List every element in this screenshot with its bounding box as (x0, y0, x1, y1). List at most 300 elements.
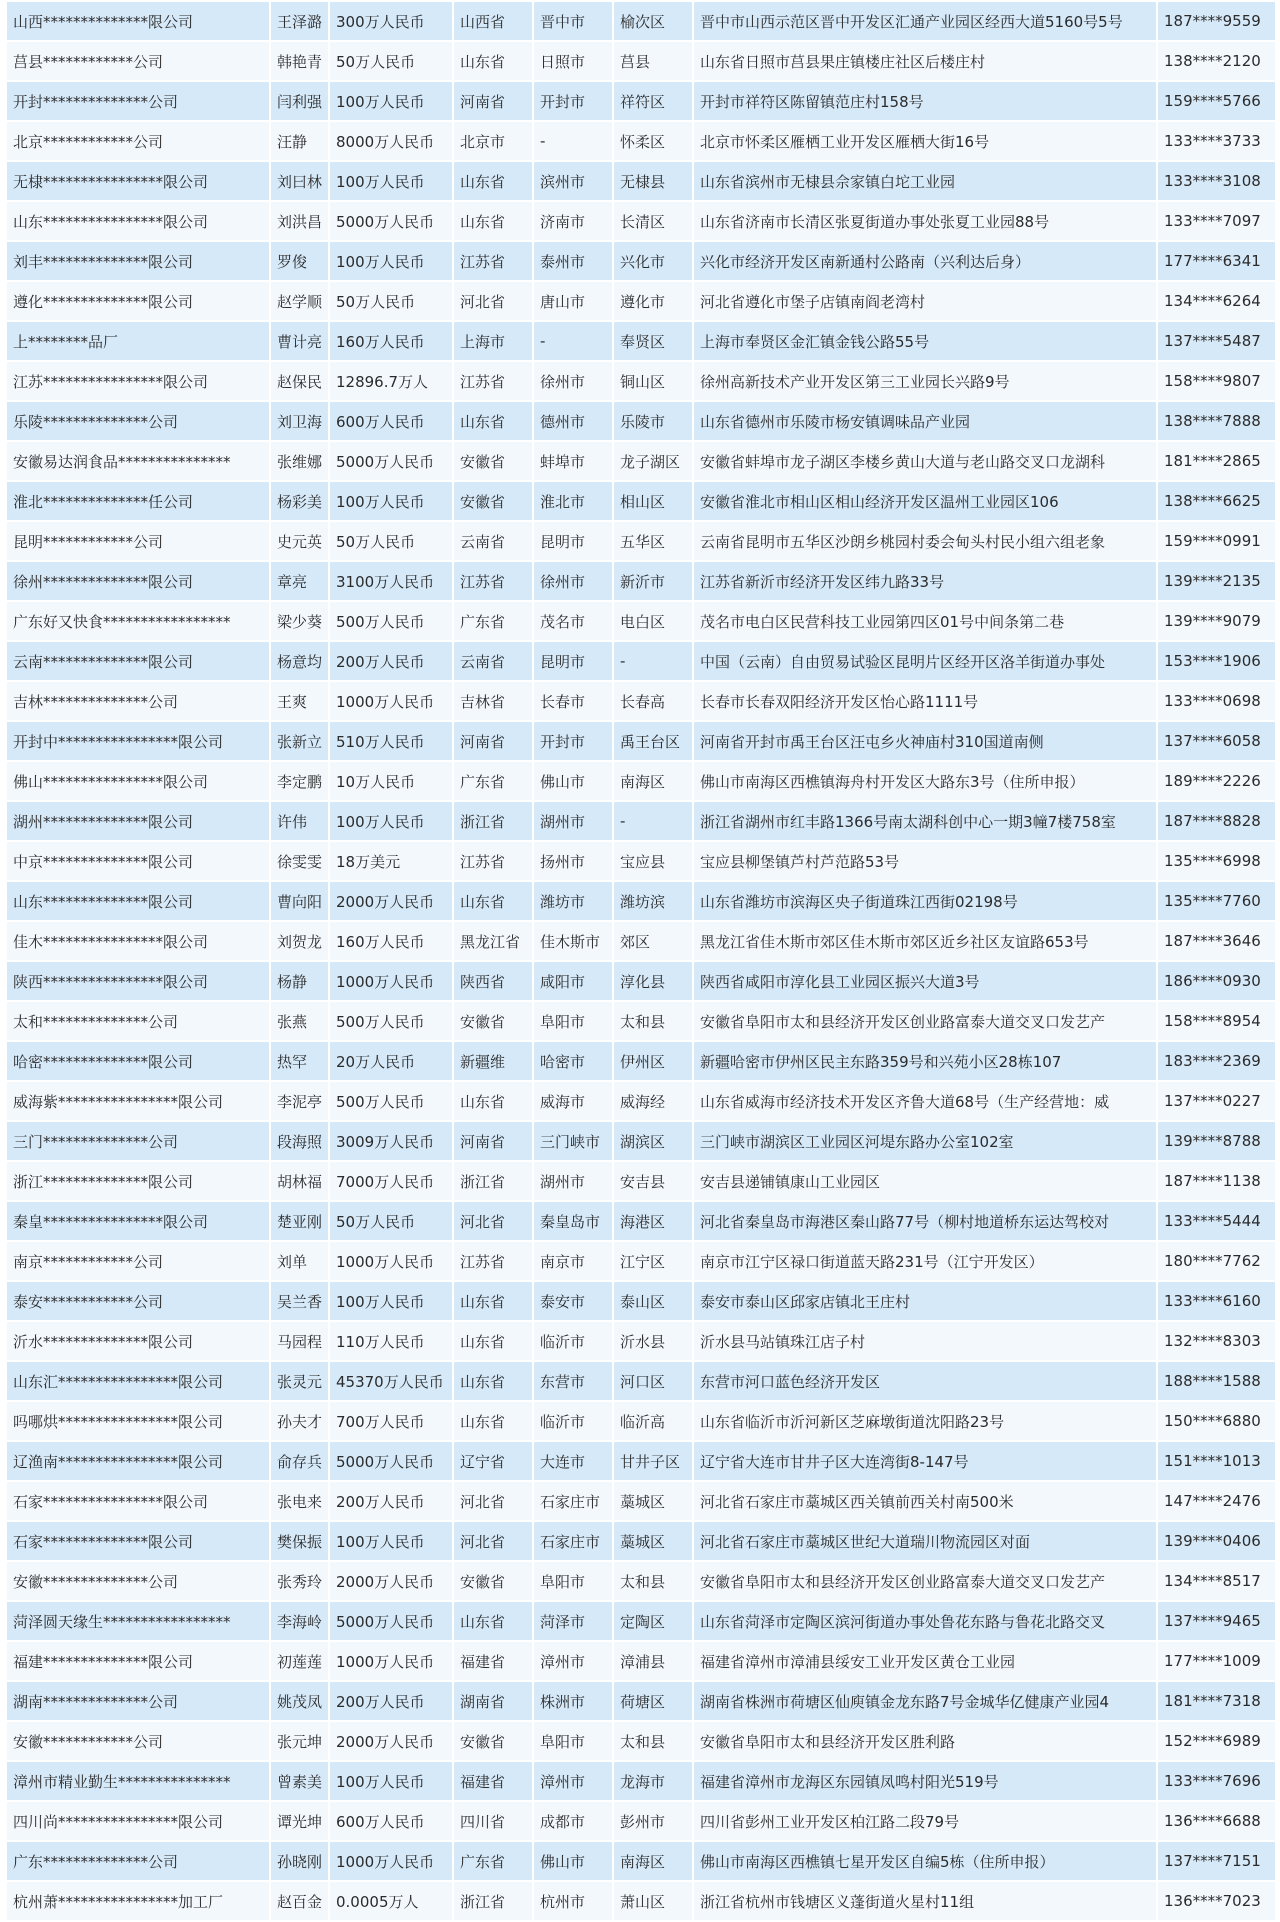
cell-province: 云南省 (454, 642, 532, 680)
cell-province: 广东省 (454, 762, 532, 800)
cell-city: 扬州市 (534, 842, 612, 880)
cell-district: 龙海市 (614, 1762, 692, 1800)
cell-province: 山东省 (454, 162, 532, 200)
cell-phone: 181****2865 (1158, 442, 1275, 480)
cell-person: 吴兰香 (271, 1282, 328, 1320)
cell-company: 菏泽圆天缘生***************** (7, 1602, 269, 1640)
table-row (7, 1642, 1275, 1680)
cell-city: 杭州市 (534, 1882, 612, 1920)
cell-city: - (534, 322, 612, 360)
cell-capital: 2000万人民币 (330, 1722, 452, 1760)
cell-city: 泰州市 (534, 242, 612, 280)
cell-person: 俞存兵 (271, 1442, 328, 1480)
cell-capital: 2000万人民币 (330, 1562, 452, 1600)
cell-address: 河北省石家庄市藁城区世纪大道瑞川物流园区对面 (694, 1522, 1156, 1560)
cell-city: 湖州市 (534, 1162, 612, 1200)
cell-company: 四川尚****************限公司 (7, 1802, 269, 1840)
cell-address: 山东省滨州市无棣县佘家镇白坨工业园 (694, 162, 1156, 200)
cell-company: 广东**************公司 (7, 1842, 269, 1880)
cell-person: 赵保民 (271, 362, 328, 400)
cell-phone: 139****0406 (1158, 1522, 1275, 1560)
cell-city: 成都市 (534, 1802, 612, 1840)
cell-city: 威海市 (534, 1082, 612, 1120)
cell-district: 定陶区 (614, 1602, 692, 1640)
cell-company: 辽渔南****************限公司 (7, 1442, 269, 1480)
cell-person: 刘贺龙 (271, 922, 328, 960)
cell-phone: 135****7760 (1158, 882, 1275, 920)
cell-capital: 5000万人民币 (330, 1602, 452, 1640)
cell-capital: 1000万人民币 (330, 682, 452, 720)
cell-capital: 100万人民币 (330, 1282, 452, 1320)
cell-capital: 200万人民币 (330, 642, 452, 680)
cell-address: 开封市祥符区陈留镇范庄村158号 (694, 82, 1156, 120)
cell-address: 山东省日照市莒县果庄镇楼庄社区后楼庄村 (694, 42, 1156, 80)
cell-province: 辽宁省 (454, 1442, 532, 1480)
cell-person: 张新立 (271, 722, 328, 760)
table-row (7, 402, 1275, 440)
table-row (7, 1082, 1275, 1120)
cell-province: 山东省 (454, 202, 532, 240)
cell-capital: 5000万人民币 (330, 1442, 452, 1480)
table-row (7, 1762, 1275, 1800)
cell-district: 长春高 (614, 682, 692, 720)
cell-district: - (614, 642, 692, 680)
cell-company: 石家**************限公司 (7, 1522, 269, 1560)
cell-person: 热罕 (271, 1042, 328, 1080)
cell-city: 昆明市 (534, 642, 612, 680)
cell-district: 太和县 (614, 1722, 692, 1760)
cell-address: 河北省遵化市堡子店镇南阎老湾村 (694, 282, 1156, 320)
table-row (7, 322, 1275, 360)
cell-person: 徐雯雯 (271, 842, 328, 880)
cell-phone: 180****7762 (1158, 1242, 1275, 1280)
cell-person: 胡林福 (271, 1162, 328, 1200)
cell-company: 吉林**************公司 (7, 682, 269, 720)
cell-capital: 1000万人民币 (330, 1242, 452, 1280)
cell-person: 王泽潞 (271, 2, 328, 40)
cell-address: 浙江省杭州市钱塘区义蓬街道火星村11组 (694, 1882, 1156, 1920)
cell-address: 中国（云南）自由贸易试验区昆明片区经开区洛羊街道办事处 (694, 642, 1156, 680)
cell-phone: 136****6688 (1158, 1802, 1275, 1840)
cell-phone: 152****6989 (1158, 1722, 1275, 1760)
cell-person: 史元英 (271, 522, 328, 560)
cell-district: 乐陵市 (614, 402, 692, 440)
cell-city: 徐州市 (534, 562, 612, 600)
cell-city: 晋中市 (534, 2, 612, 40)
cell-person: 曹向阳 (271, 882, 328, 920)
cell-phone: 136****7023 (1158, 1882, 1275, 1920)
cell-city: 日照市 (534, 42, 612, 80)
cell-district: 甘井子区 (614, 1442, 692, 1480)
cell-city: 南京市 (534, 1242, 612, 1280)
cell-capital: 100万人民币 (330, 82, 452, 120)
cell-person: 杨彩美 (271, 482, 328, 520)
cell-address: 安徽省阜阳市太和县经济开发区创业路富泰大道交叉口发艺产 (694, 1562, 1156, 1600)
cell-phone: 187****8828 (1158, 802, 1275, 840)
cell-province: 安徽省 (454, 1002, 532, 1040)
cell-person: 王爽 (271, 682, 328, 720)
cell-company: 南京************公司 (7, 1242, 269, 1280)
cell-person: 张元坤 (271, 1722, 328, 1760)
cell-phone: 181****7318 (1158, 1682, 1275, 1720)
table-row (7, 1242, 1275, 1280)
cell-district: 沂水县 (614, 1322, 692, 1360)
cell-district: 南海区 (614, 762, 692, 800)
cell-district: 彭州市 (614, 1802, 692, 1840)
cell-phone: 150****6880 (1158, 1402, 1275, 1440)
table-row (7, 1682, 1275, 1720)
cell-district: 铜山区 (614, 362, 692, 400)
table-row (7, 1722, 1275, 1760)
cell-province: 河北省 (454, 1202, 532, 1240)
cell-province: 四川省 (454, 1802, 532, 1840)
cell-city: 淮北市 (534, 482, 612, 520)
table-row (7, 722, 1275, 760)
cell-district: 潍坊滨 (614, 882, 692, 920)
cell-province: 云南省 (454, 522, 532, 560)
table-row (7, 1802, 1275, 1840)
cell-district: 兴化市 (614, 242, 692, 280)
cell-address: 安吉县递铺镇康山工业园区 (694, 1162, 1156, 1200)
cell-capital: 7000万人民币 (330, 1162, 452, 1200)
cell-company: 浙江**************限公司 (7, 1162, 269, 1200)
cell-province: 山东省 (454, 402, 532, 440)
cell-company: 哈密**************限公司 (7, 1042, 269, 1080)
cell-company: 山东**************限公司 (7, 882, 269, 920)
cell-person: 刘卫海 (271, 402, 328, 440)
cell-district: 河口区 (614, 1362, 692, 1400)
cell-company: 莒县************公司 (7, 42, 269, 80)
cell-capital: 8000万人民币 (330, 122, 452, 160)
cell-company: 沂水**************限公司 (7, 1322, 269, 1360)
cell-province: 山东省 (454, 1282, 532, 1320)
cell-person: 李定鹏 (271, 762, 328, 800)
cell-phone: 137****5487 (1158, 322, 1275, 360)
cell-capital: 200万人民币 (330, 1482, 452, 1520)
cell-person: 李海岭 (271, 1602, 328, 1640)
cell-address: 泰安市泰山区邱家店镇北王庄村 (694, 1282, 1156, 1320)
cell-phone: 133****7097 (1158, 202, 1275, 240)
cell-person: 孙夫才 (271, 1402, 328, 1440)
cell-person: 姚茂凤 (271, 1682, 328, 1720)
cell-capital: 45370万人民币 (330, 1362, 452, 1400)
cell-person: 章亮 (271, 562, 328, 600)
cell-city: 佛山市 (534, 762, 612, 800)
cell-district: 淳化县 (614, 962, 692, 1000)
table-row (7, 882, 1275, 920)
cell-province: 河北省 (454, 1482, 532, 1520)
cell-district: 藁城区 (614, 1522, 692, 1560)
cell-person: 楚亚刚 (271, 1202, 328, 1240)
cell-address: 安徽省阜阳市太和县经济开发区创业路富泰大道交叉口发艺产 (694, 1002, 1156, 1040)
cell-capital: 100万人民币 (330, 1522, 452, 1560)
cell-capital: 1000万人民币 (330, 962, 452, 1000)
cell-city: 泰安市 (534, 1282, 612, 1320)
cell-address: 山东省菏泽市定陶区滨河街道办事处鲁花东路与鲁花北路交叉 (694, 1602, 1156, 1640)
cell-phone: 132****8303 (1158, 1322, 1275, 1360)
cell-capital: 200万人民币 (330, 1682, 452, 1720)
cell-province: 安徽省 (454, 442, 532, 480)
cell-province: 浙江省 (454, 1162, 532, 1200)
cell-phone: 134****8517 (1158, 1562, 1275, 1600)
cell-city: 石家庄市 (534, 1522, 612, 1560)
table-row (7, 42, 1275, 80)
cell-capital: 3100万人民币 (330, 562, 452, 600)
table-row (7, 1402, 1275, 1440)
cell-capital: 5000万人民币 (330, 202, 452, 240)
table-row (7, 442, 1275, 480)
cell-district: 威海经 (614, 1082, 692, 1120)
cell-capital: 300万人民币 (330, 2, 452, 40)
cell-person: 罗俊 (271, 242, 328, 280)
table-row (7, 922, 1275, 960)
cell-company: 淮北**************任公司 (7, 482, 269, 520)
cell-capital: 50万人民币 (330, 282, 452, 320)
cell-district: 龙子湖区 (614, 442, 692, 480)
cell-province: 安徽省 (454, 1562, 532, 1600)
cell-capital: 50万人民币 (330, 42, 452, 80)
cell-province: 广东省 (454, 1842, 532, 1880)
cell-capital: 500万人民币 (330, 1002, 452, 1040)
cell-city: 开封市 (534, 82, 612, 120)
cell-company: 北京************公司 (7, 122, 269, 160)
cell-phone: 138****6625 (1158, 482, 1275, 520)
cell-company: 泰安************公司 (7, 1282, 269, 1320)
cell-city: 菏泽市 (534, 1602, 612, 1640)
cell-company: 湖南**************公司 (7, 1682, 269, 1720)
cell-capital: 10万人民币 (330, 762, 452, 800)
cell-district: 江宁区 (614, 1242, 692, 1280)
cell-capital: 18万美元 (330, 842, 452, 880)
cell-city: 佛山市 (534, 1842, 612, 1880)
company-table (5, 0, 1277, 1922)
cell-person: 谭光坤 (271, 1802, 328, 1840)
cell-company: 湖州**************限公司 (7, 802, 269, 840)
cell-capital: 100万人民币 (330, 162, 452, 200)
cell-district: 藁城区 (614, 1482, 692, 1520)
cell-city: 阜阳市 (534, 1722, 612, 1760)
cell-province: 河南省 (454, 722, 532, 760)
cell-province: 北京市 (454, 122, 532, 160)
cell-capital: 160万人民币 (330, 922, 452, 960)
cell-person: 张燕 (271, 1002, 328, 1040)
cell-phone: 139****8788 (1158, 1122, 1275, 1160)
cell-phone: 139****2135 (1158, 562, 1275, 600)
cell-person: 刘洪昌 (271, 202, 328, 240)
cell-company: 安徽**************公司 (7, 1562, 269, 1600)
cell-district: 临沂高 (614, 1402, 692, 1440)
table-row (7, 1442, 1275, 1480)
cell-city: 茂名市 (534, 602, 612, 640)
cell-province: 江苏省 (454, 362, 532, 400)
cell-city: - (534, 122, 612, 160)
cell-person: 孙晓刚 (271, 1842, 328, 1880)
cell-address: 佛山市南海区西樵镇海舟村开发区大路东3号（住所申报） (694, 762, 1156, 800)
cell-company: 威海紫****************限公司 (7, 1082, 269, 1120)
cell-address: 长春市长春双阳经济开发区怡心路1111号 (694, 682, 1156, 720)
cell-district: 遵化市 (614, 282, 692, 320)
cell-phone: 133****3733 (1158, 122, 1275, 160)
cell-capital: 5000万人民币 (330, 442, 452, 480)
cell-person: 张秀玲 (271, 1562, 328, 1600)
cell-province: 吉林省 (454, 682, 532, 720)
cell-company: 无棣****************限公司 (7, 162, 269, 200)
cell-province: 江苏省 (454, 562, 532, 600)
cell-address: 安徽省阜阳市太和县经济开发区胜利路 (694, 1722, 1156, 1760)
cell-district: 太和县 (614, 1562, 692, 1600)
cell-city: 临沂市 (534, 1402, 612, 1440)
table-row (7, 1522, 1275, 1560)
cell-capital: 500万人民币 (330, 1082, 452, 1120)
cell-capital: 110万人民币 (330, 1322, 452, 1360)
cell-company: 秦皇****************限公司 (7, 1202, 269, 1240)
cell-district: 泰山区 (614, 1282, 692, 1320)
table-row (7, 362, 1275, 400)
cell-city: 昆明市 (534, 522, 612, 560)
cell-company: 三门**************公司 (7, 1122, 269, 1160)
cell-province: 山东省 (454, 1322, 532, 1360)
cell-district: 荷塘区 (614, 1682, 692, 1720)
table-row (7, 522, 1275, 560)
cell-person: 闫利强 (271, 82, 328, 120)
table-row (7, 1322, 1275, 1360)
cell-city: 蚌埠市 (534, 442, 612, 480)
cell-province: 广东省 (454, 602, 532, 640)
cell-capital: 600万人民币 (330, 402, 452, 440)
cell-phone: 188****1588 (1158, 1362, 1275, 1400)
cell-district: 奉贤区 (614, 322, 692, 360)
cell-company: 山东汇****************限公司 (7, 1362, 269, 1400)
table-row (7, 1362, 1275, 1400)
cell-phone: 187****9559 (1158, 2, 1275, 40)
cell-province: 山东省 (454, 1082, 532, 1120)
cell-district: 祥符区 (614, 82, 692, 120)
cell-capital: 50万人民币 (330, 522, 452, 560)
cell-district: 漳浦县 (614, 1642, 692, 1680)
cell-district: 伊州区 (614, 1042, 692, 1080)
cell-capital: 160万人民币 (330, 322, 452, 360)
cell-phone: 134****6264 (1158, 282, 1275, 320)
cell-city: 株洲市 (534, 1682, 612, 1720)
cell-phone: 137****9465 (1158, 1602, 1275, 1640)
cell-phone: 159****5766 (1158, 82, 1275, 120)
cell-person: 杨意均 (271, 642, 328, 680)
table-row (7, 282, 1275, 320)
cell-person: 赵百金 (271, 1882, 328, 1920)
cell-city: 滨州市 (534, 162, 612, 200)
cell-address: 茂名市电白区民营科技工业园第四区01号中间条第二巷 (694, 602, 1156, 640)
cell-address: 沂水县马站镇珠江店子村 (694, 1322, 1156, 1360)
cell-capital: 700万人民币 (330, 1402, 452, 1440)
cell-address: 四川省彭州工业开发区柏江路二段79号 (694, 1802, 1156, 1840)
cell-city: 漳州市 (534, 1762, 612, 1800)
cell-district: 长清区 (614, 202, 692, 240)
cell-phone: 187****3646 (1158, 922, 1275, 960)
cell-person: 刘单 (271, 1242, 328, 1280)
cell-person: 樊保振 (271, 1522, 328, 1560)
cell-person: 曾素美 (271, 1762, 328, 1800)
table-row (7, 762, 1275, 800)
cell-province: 山东省 (454, 1402, 532, 1440)
table-row (7, 1202, 1275, 1240)
cell-city: 三门峡市 (534, 1122, 612, 1160)
cell-company: 昆明************公司 (7, 522, 269, 560)
cell-district: - (614, 802, 692, 840)
cell-address: 云南省昆明市五华区沙朗乡桃园村委会甸头村民小组六组老象 (694, 522, 1156, 560)
cell-capital: 510万人民币 (330, 722, 452, 760)
cell-district: 新沂市 (614, 562, 692, 600)
cell-phone: 177****1009 (1158, 1642, 1275, 1680)
cell-address: 兴化市经济开发区南新通村公路南（兴利达后身） (694, 242, 1156, 280)
cell-company: 江苏****************限公司 (7, 362, 269, 400)
cell-company: 山东****************限公司 (7, 202, 269, 240)
cell-district: 宝应县 (614, 842, 692, 880)
table-row (7, 802, 1275, 840)
cell-phone: 189****2226 (1158, 762, 1275, 800)
table-row (7, 122, 1275, 160)
cell-district: 郊区 (614, 922, 692, 960)
cell-province: 浙江省 (454, 802, 532, 840)
cell-address: 安徽省蚌埠市龙子湖区李楼乡黄山大道与老山路交叉口龙湖科 (694, 442, 1156, 480)
cell-province: 浙江省 (454, 1882, 532, 1920)
cell-province: 湖南省 (454, 1682, 532, 1720)
cell-company: 中京**************限公司 (7, 842, 269, 880)
cell-phone: 133****6160 (1158, 1282, 1275, 1320)
cell-province: 上海市 (454, 322, 532, 360)
cell-province: 黑龙江省 (454, 922, 532, 960)
table-row (7, 1042, 1275, 1080)
cell-phone: 133****0698 (1158, 682, 1275, 720)
table-row (7, 82, 1275, 120)
cell-company: 吗哪烘****************限公司 (7, 1402, 269, 1440)
table-row (7, 842, 1275, 880)
cell-city: 秦皇岛市 (534, 1202, 612, 1240)
cell-person: 马园程 (271, 1322, 328, 1360)
cell-person: 汪静 (271, 122, 328, 160)
cell-address: 河北省石家庄市藁城区西关镇前西关村南500米 (694, 1482, 1156, 1520)
table-row (7, 602, 1275, 640)
cell-address: 徐州高新技术产业开发区第三工业园长兴路9号 (694, 362, 1156, 400)
cell-city: 潍坊市 (534, 882, 612, 920)
cell-address: 湖南省株洲市荷塘区仙庾镇金龙东路7号金城华亿健康产业园4 (694, 1682, 1156, 1720)
cell-phone: 151****1013 (1158, 1442, 1275, 1480)
cell-company: 漳州市精业勤生*************** (7, 1762, 269, 1800)
cell-capital: 2000万人民币 (330, 882, 452, 920)
cell-province: 福建省 (454, 1642, 532, 1680)
table-row (7, 1882, 1275, 1920)
table-row (7, 1842, 1275, 1880)
cell-district: 怀柔区 (614, 122, 692, 160)
cell-company: 乐陵**************公司 (7, 402, 269, 440)
cell-city: 石家庄市 (534, 1482, 612, 1520)
cell-phone: 133****3108 (1158, 162, 1275, 200)
cell-province: 安徽省 (454, 482, 532, 520)
cell-person: 赵学顺 (271, 282, 328, 320)
cell-phone: 137****7151 (1158, 1842, 1275, 1880)
cell-person: 韩艳青 (271, 42, 328, 80)
cell-address: 山东省威海市经济技术开发区齐鲁大道68号（生产经营地：威 (694, 1082, 1156, 1120)
table-row (7, 1602, 1275, 1640)
cell-phone: 137****0227 (1158, 1082, 1275, 1120)
cell-capital: 100万人民币 (330, 482, 452, 520)
table-row (7, 642, 1275, 680)
cell-district: 五华区 (614, 522, 692, 560)
cell-person: 杨静 (271, 962, 328, 1000)
cell-address: 浙江省湖州市红丰路1366号南太湖科创中心一期3幢7楼758室 (694, 802, 1156, 840)
cell-address: 东营市河口蓝色经济开发区 (694, 1362, 1156, 1400)
cell-address: 佛山市南海区西樵镇七星开发区自编5栋（住所申报） (694, 1842, 1156, 1880)
table-row (7, 242, 1275, 280)
